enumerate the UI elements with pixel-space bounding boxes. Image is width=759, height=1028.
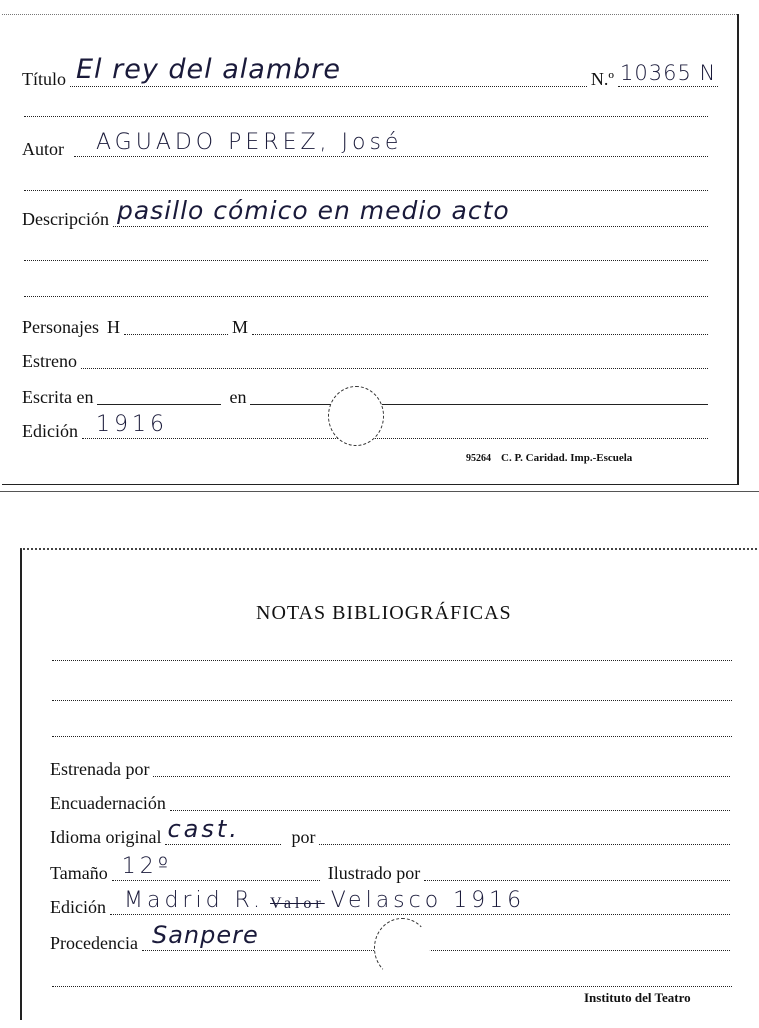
numero-value: 10365 N <box>620 61 717 85</box>
descripcion-label: Descripción <box>22 209 109 229</box>
descripcion-extra-line-1 <box>24 260 708 261</box>
h-field <box>124 314 228 335</box>
idioma-row <box>50 815 734 848</box>
escrita-field <box>97 384 221 405</box>
encuadernacion-label: Encuadernación <box>50 793 166 813</box>
titulo-extra-line <box>24 116 708 117</box>
tamano-label: Tamaño <box>50 863 108 883</box>
idioma-label: Idioma original <box>50 827 162 847</box>
descripcion-extra-line-2 <box>24 296 708 297</box>
edicion-value: 1916 <box>96 412 168 437</box>
edicion2-label: Edición <box>50 897 106 917</box>
tamano-field <box>112 854 320 881</box>
notas-line-1 <box>52 660 732 661</box>
edicion-label: Edición <box>22 421 78 441</box>
en-label: en <box>229 387 247 407</box>
escrita-label: Escrita en <box>22 387 94 407</box>
titulo-value: El rey del alambre <box>76 54 341 85</box>
edicion2-value-group <box>124 888 525 913</box>
numero-label: N.º <box>590 69 614 89</box>
estrenada-row <box>50 756 734 780</box>
h-label: H <box>106 317 120 337</box>
autor-value: AGUADO PEREZ, José <box>96 130 403 155</box>
estrenada-label: Estrenada por <box>50 759 150 779</box>
tamano-row <box>50 854 734 884</box>
card-top-edge <box>2 14 737 15</box>
idioma-value: cast. <box>167 815 240 843</box>
por-field <box>319 824 730 845</box>
procedencia-label: Procedencia <box>50 933 138 953</box>
autor-row <box>22 130 712 160</box>
estreno-field <box>81 348 708 369</box>
numero-field <box>618 61 718 87</box>
m-label: M <box>231 317 248 337</box>
autor-field <box>74 130 708 157</box>
notas-heading: NOTAS BIBLIOGRÁFICAS <box>256 602 512 624</box>
autor-label: Autor <box>22 139 64 159</box>
encuadernacion-field <box>170 790 730 811</box>
personajes-row <box>22 314 712 338</box>
estrenada-field <box>153 756 730 777</box>
edicion2-value-a: Madrid R. <box>124 888 265 913</box>
notas-bottom-line <box>52 986 732 987</box>
catalog-card-back <box>20 548 759 1020</box>
edicion2-field <box>110 888 730 915</box>
descripcion-field <box>113 196 708 227</box>
card-separator <box>0 491 759 492</box>
edicion2-row <box>50 888 734 918</box>
printer-code: 95264 <box>466 453 491 464</box>
descripcion-row <box>22 196 712 230</box>
encuadernacion-row <box>50 790 734 814</box>
procedencia-field <box>142 921 730 951</box>
tamano-value: 12º <box>121 854 173 879</box>
descripcion-value: pasillo cómico en medio acto <box>116 196 510 225</box>
procedencia-value: Sanpere <box>151 921 259 949</box>
idioma-field <box>165 815 281 845</box>
en-field <box>250 384 708 405</box>
institution-name: Instituto del Teatro <box>584 990 691 1005</box>
ilustrado-field <box>424 860 730 881</box>
stamp-circle <box>328 386 384 446</box>
catalog-card-front <box>2 14 739 485</box>
titulo-field <box>70 54 587 87</box>
estreno-label: Estreno <box>22 351 77 371</box>
edicion-field <box>82 412 708 439</box>
notas-line-3 <box>52 736 732 737</box>
m-field <box>252 314 708 335</box>
por-label: por <box>291 827 316 847</box>
printer-credit <box>466 448 632 466</box>
edicion2-value-b: Velasco 1916 <box>330 888 526 913</box>
stamp-circle-2 <box>374 918 430 978</box>
personajes-label: Personajes <box>22 317 99 337</box>
titulo-row <box>22 54 722 90</box>
autor-extra-line <box>24 190 708 191</box>
printer-name: C. P. Caridad. Imp.-Escuela <box>501 452 633 464</box>
valor-label-struck: Valor <box>270 895 325 912</box>
estreno-row <box>22 348 712 372</box>
ilustrado-label: Ilustrado por <box>327 863 421 883</box>
notas-line-2 <box>52 700 732 701</box>
titulo-label: Título <box>22 69 66 89</box>
